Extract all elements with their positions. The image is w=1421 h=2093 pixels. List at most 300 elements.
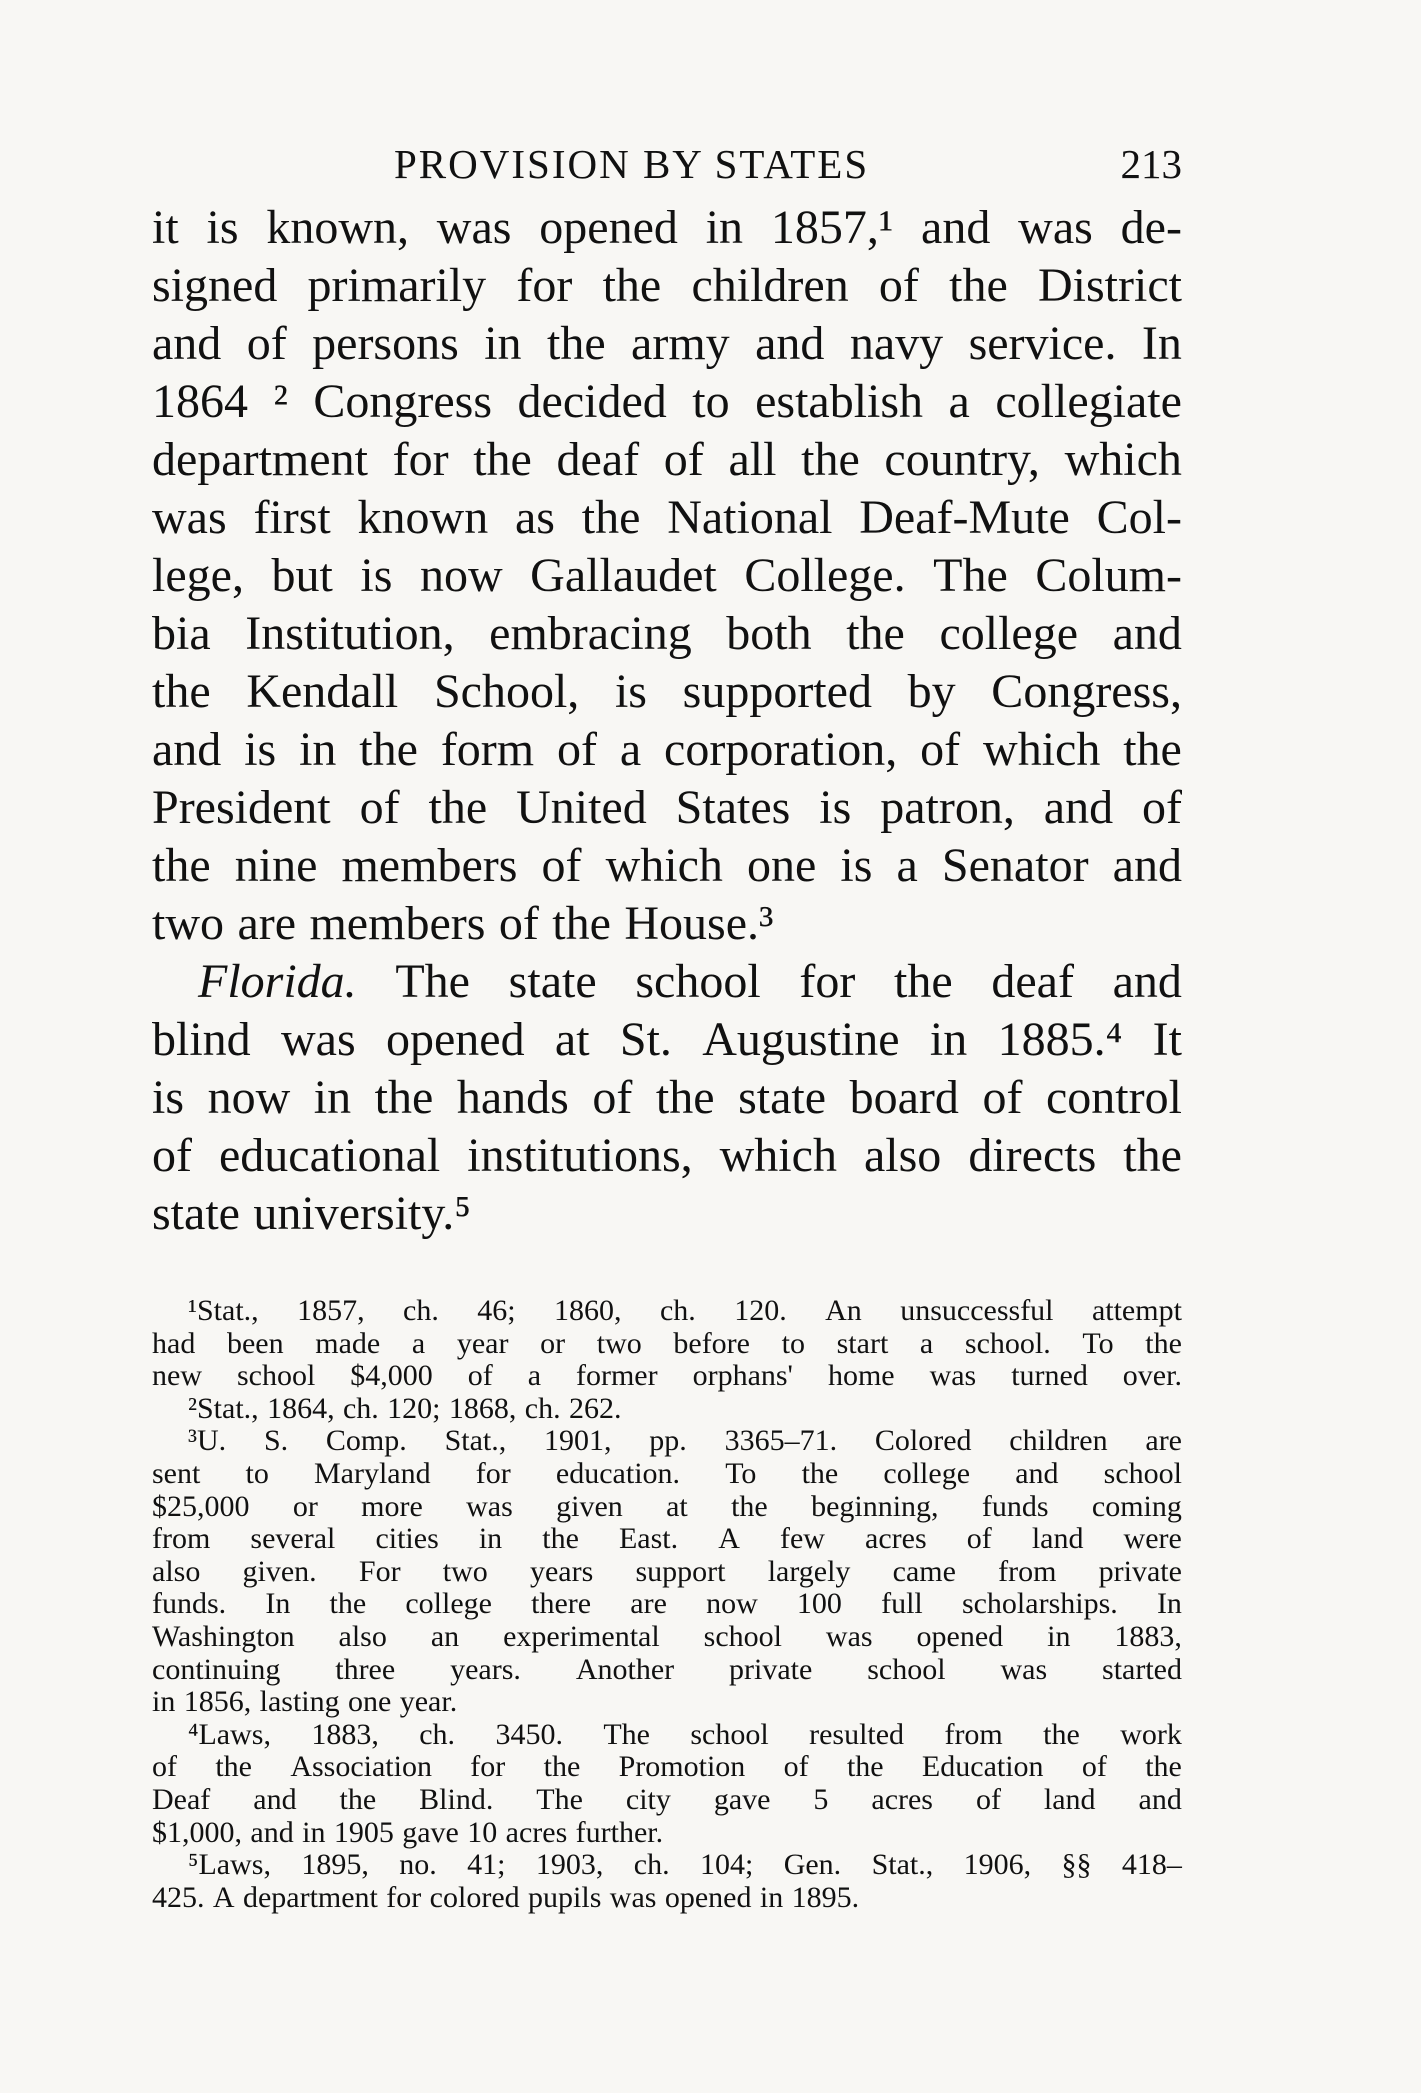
- word: Congress,: [991, 665, 1182, 718]
- word: 1857,¹: [770, 201, 894, 254]
- word: of: [359, 781, 400, 834]
- word: year.: [399, 1685, 458, 1719]
- word: In: [1156, 1587, 1182, 1621]
- word: funds: [981, 1489, 1049, 1523]
- word: board: [849, 1071, 959, 1124]
- word: known,: [266, 201, 409, 254]
- word: In: [1141, 317, 1182, 370]
- footnote-line: [152, 1393, 1182, 1426]
- word: An: [825, 1294, 862, 1327]
- footnote-line: [152, 1523, 1182, 1556]
- word: College.: [744, 549, 906, 602]
- word: 104;: [699, 1848, 754, 1882]
- word: the: [546, 317, 606, 370]
- word: form: [440, 723, 535, 776]
- word: Gallaudet: [530, 549, 717, 602]
- word: a: [919, 1326, 934, 1360]
- word: was: [609, 1880, 657, 1914]
- text-line: [152, 1011, 1182, 1069]
- text-line: [152, 663, 1182, 721]
- word: of: [783, 1750, 809, 1784]
- word: lege,: [152, 549, 244, 602]
- footnote-line: [152, 1588, 1182, 1621]
- text-line: [152, 1185, 1182, 1243]
- word: collegiate: [995, 375, 1182, 428]
- word: is: [206, 201, 239, 254]
- word: land: [1031, 1522, 1084, 1556]
- word: is: [614, 665, 647, 718]
- word: before: [673, 1326, 750, 1360]
- word: full: [881, 1587, 923, 1621]
- word: several: [250, 1522, 336, 1556]
- word: an: [430, 1619, 460, 1653]
- word: Blind.: [419, 1782, 494, 1816]
- text-line: [152, 605, 1182, 663]
- word: two: [442, 1554, 488, 1588]
- word: the: [846, 1750, 884, 1784]
- word: in: [705, 201, 744, 254]
- word: which: [605, 839, 723, 892]
- word: in: [759, 1880, 784, 1914]
- word: House.³: [624, 897, 774, 950]
- text-line: [152, 257, 1182, 315]
- word: District: [1037, 259, 1182, 312]
- word: institutions,: [467, 1129, 693, 1182]
- word: was: [281, 1013, 356, 1066]
- word: 1895.: [791, 1880, 860, 1914]
- word: was: [436, 201, 512, 254]
- word: one: [747, 839, 817, 892]
- word: beginning,: [811, 1489, 939, 1523]
- word: resulted: [809, 1717, 905, 1751]
- word: Education: [921, 1750, 1044, 1784]
- word: supported: [682, 665, 872, 718]
- word: in: [313, 1071, 352, 1124]
- word: from: [998, 1554, 1057, 1588]
- text-line: [152, 547, 1182, 605]
- word: the: [1145, 1750, 1182, 1784]
- footnote-line: [152, 1328, 1182, 1361]
- word: home: [827, 1359, 895, 1393]
- word: ch.: [342, 1391, 379, 1425]
- word: ch.: [403, 1294, 439, 1327]
- word: or: [540, 1326, 566, 1360]
- word: are: [237, 897, 297, 950]
- word: 1864,: [267, 1391, 335, 1425]
- word: for: [475, 1456, 511, 1490]
- word: ⁵Laws,: [188, 1848, 271, 1882]
- footnote-line: [152, 1360, 1182, 1393]
- word: two: [596, 1326, 642, 1360]
- word: opened: [916, 1619, 1004, 1653]
- word: of: [982, 1071, 1023, 1124]
- word: §§: [1061, 1848, 1092, 1882]
- word: state: [152, 1187, 240, 1240]
- word: Institution,: [245, 607, 455, 660]
- word: 1903,: [535, 1848, 604, 1882]
- word: 262.: [569, 1391, 622, 1425]
- word: members: [341, 839, 518, 892]
- word: S.: [263, 1424, 289, 1458]
- word: the: [329, 1587, 367, 1621]
- text-line: [152, 895, 1182, 953]
- word: gave: [402, 1815, 459, 1849]
- word: deaf: [991, 955, 1074, 1008]
- word: year: [456, 1326, 509, 1360]
- word: college: [883, 1456, 971, 1490]
- word: National: [667, 491, 833, 544]
- word: department: [152, 433, 368, 486]
- word: was: [1018, 201, 1093, 254]
- word: school: [690, 1717, 769, 1751]
- word: A: [212, 1880, 235, 1914]
- word: Augustine: [702, 1013, 900, 1066]
- text-line: [152, 779, 1182, 837]
- word: and: [1043, 781, 1114, 834]
- word: service.: [968, 317, 1117, 370]
- word: experimental: [503, 1619, 660, 1653]
- word: Stat.,: [871, 1848, 934, 1882]
- word: 41;: [467, 1848, 506, 1882]
- word: was: [1000, 1652, 1048, 1686]
- word: the: [543, 1750, 581, 1784]
- word: 1883,: [311, 1717, 379, 1751]
- word: the: [473, 433, 532, 486]
- word: in: [478, 1522, 503, 1556]
- word: East.: [618, 1522, 679, 1556]
- word: in: [299, 723, 337, 776]
- word: university.⁵: [253, 1187, 471, 1240]
- word: which: [983, 723, 1101, 776]
- word: the: [374, 1071, 434, 1124]
- word: Maryland: [313, 1456, 431, 1490]
- word: orphans': [692, 1359, 793, 1393]
- word: are: [1145, 1424, 1182, 1458]
- word: also: [338, 1619, 387, 1653]
- word: had: [152, 1326, 196, 1360]
- word: a: [411, 1326, 426, 1360]
- word: of: [920, 723, 961, 776]
- word: The: [395, 955, 470, 1008]
- word: opened: [664, 1880, 752, 1914]
- word: for: [516, 259, 573, 312]
- word: the: [1145, 1326, 1182, 1360]
- word: which: [719, 1129, 837, 1182]
- word: children: [1009, 1424, 1108, 1458]
- word: country,: [884, 433, 1040, 486]
- word: Col-: [1096, 491, 1182, 544]
- word: known: [357, 491, 489, 544]
- word: 1895,: [301, 1848, 369, 1882]
- word: as: [515, 491, 555, 544]
- word: scholarships.: [961, 1587, 1118, 1621]
- word: of: [246, 317, 287, 370]
- word: 10: [467, 1815, 498, 1849]
- word: both: [726, 607, 812, 660]
- word: of: [975, 1782, 1001, 1816]
- word: to: [692, 375, 730, 428]
- word: the: [552, 897, 611, 950]
- word: 1906,: [963, 1848, 1032, 1882]
- word: in: [152, 1685, 176, 1719]
- word: are: [630, 1587, 667, 1621]
- word: de-: [1120, 201, 1182, 254]
- word: the: [359, 723, 418, 776]
- word: It: [1152, 1013, 1182, 1066]
- word: opened: [385, 1013, 525, 1066]
- word: To: [1082, 1326, 1114, 1360]
- word: gave: [713, 1782, 771, 1816]
- word: Association: [290, 1750, 432, 1784]
- word: the: [1123, 723, 1182, 776]
- word: two: [152, 897, 224, 950]
- word: in: [1047, 1619, 1071, 1653]
- word: school.: [964, 1326, 1051, 1360]
- word: college: [405, 1587, 492, 1621]
- word: to: [781, 1326, 805, 1360]
- running-header: [152, 140, 1182, 200]
- word: and: [921, 201, 991, 254]
- word: Colum-: [1035, 549, 1182, 602]
- footnote-line: [152, 1491, 1182, 1524]
- text-line: [152, 489, 1182, 547]
- word: ch.: [633, 1848, 670, 1882]
- word: 1905: [333, 1815, 394, 1849]
- word: pupils: [528, 1880, 602, 1914]
- word: colored: [429, 1880, 520, 1914]
- word: 1883,: [1114, 1619, 1182, 1653]
- text-line: [152, 1127, 1182, 1185]
- word: members: [309, 897, 486, 950]
- word: Congress: [313, 375, 493, 428]
- word: the: [846, 607, 905, 660]
- word: and: [1015, 1456, 1059, 1490]
- word: the: [801, 1456, 839, 1490]
- word: in: [302, 1815, 326, 1849]
- word: there: [531, 1587, 592, 1621]
- word: To: [725, 1456, 757, 1490]
- word: made: [315, 1326, 381, 1360]
- word: from: [152, 1522, 211, 1556]
- text-line: [152, 721, 1182, 779]
- word: In: [265, 1587, 291, 1621]
- word: the: [655, 1071, 715, 1124]
- word: $4,000: [350, 1359, 433, 1393]
- word: no.: [399, 1848, 437, 1882]
- word: ²Stat.,: [188, 1391, 259, 1425]
- word: Another: [575, 1652, 675, 1686]
- word: were: [1123, 1522, 1182, 1556]
- word: over.: [1122, 1359, 1182, 1393]
- word: for: [392, 433, 449, 486]
- text-line: [152, 373, 1182, 431]
- footnote-line: [152, 1719, 1182, 1752]
- word: control: [1046, 1071, 1182, 1124]
- word: and: [152, 723, 222, 776]
- word: decided: [517, 375, 667, 428]
- word: of: [1081, 1750, 1107, 1784]
- word: the: [894, 955, 953, 1008]
- word: came: [892, 1554, 956, 1588]
- word: three: [335, 1652, 396, 1686]
- word: of: [966, 1522, 992, 1556]
- word: 46;: [477, 1294, 516, 1327]
- word: 1860,: [554, 1294, 622, 1327]
- footnote-line: [152, 1556, 1182, 1589]
- word: cities: [375, 1522, 439, 1556]
- word: education.: [555, 1456, 681, 1490]
- word: and: [755, 317, 825, 370]
- word: was: [929, 1359, 977, 1393]
- word: For: [358, 1554, 401, 1588]
- word: land: [1043, 1782, 1096, 1816]
- word: ch.: [419, 1717, 456, 1751]
- word: school: [635, 955, 761, 1008]
- word: but: [271, 549, 333, 602]
- word: the: [731, 1489, 768, 1523]
- word: Stat.,: [444, 1424, 507, 1458]
- word: now: [207, 1071, 291, 1124]
- word: now: [706, 1587, 758, 1621]
- word: Deaf: [152, 1782, 211, 1816]
- word: 100: [796, 1587, 842, 1621]
- word: 120;: [387, 1391, 441, 1425]
- word: the: [1123, 1129, 1182, 1182]
- word: school: [867, 1652, 946, 1686]
- word: college: [939, 607, 1079, 660]
- footnote-line: [152, 1849, 1182, 1882]
- text-line: [152, 431, 1182, 489]
- word: city: [625, 1782, 671, 1816]
- word: the: [1043, 1717, 1080, 1751]
- word: state: [508, 955, 597, 1008]
- word: the: [602, 259, 662, 312]
- word: and: [152, 317, 222, 370]
- word: 3450.: [495, 1717, 563, 1751]
- word: primarily: [307, 259, 487, 312]
- word: continuing: [152, 1652, 281, 1686]
- word: signed: [152, 259, 278, 312]
- word: also: [863, 1129, 942, 1182]
- word: of: [663, 433, 704, 486]
- word: blind: [152, 1013, 251, 1066]
- word: it: [152, 201, 179, 254]
- word: Comp.: [325, 1424, 407, 1458]
- word: or: [292, 1489, 318, 1523]
- word: at: [666, 1489, 688, 1523]
- word: private: [1098, 1554, 1182, 1588]
- word: school: [1103, 1456, 1182, 1490]
- word: was: [152, 491, 227, 544]
- footnote-line: [152, 1458, 1182, 1491]
- word: start: [836, 1326, 889, 1360]
- word: one: [348, 1685, 392, 1719]
- word: ²: [273, 375, 288, 428]
- word: was: [466, 1489, 513, 1523]
- word: and: [1112, 607, 1182, 660]
- word: attempt: [1091, 1294, 1182, 1327]
- word: 1901,: [544, 1424, 612, 1458]
- text-line: [152, 953, 1182, 1011]
- footnote-line: [152, 1621, 1182, 1654]
- word: is: [152, 1071, 185, 1124]
- footnote-line: [152, 1751, 1182, 1784]
- text-line: [152, 837, 1182, 895]
- word: acres: [505, 1815, 568, 1849]
- word: ch.: [659, 1294, 696, 1327]
- text-line: [152, 315, 1182, 373]
- word: Senator: [941, 839, 1089, 892]
- word: is: [819, 781, 852, 834]
- word: a: [527, 1359, 542, 1393]
- word: first: [253, 491, 331, 544]
- word: largely: [767, 1554, 851, 1588]
- word: 1856,: [183, 1685, 252, 1719]
- word: by: [907, 665, 956, 718]
- word: corporation,: [664, 723, 898, 776]
- word: for: [799, 955, 856, 1008]
- word: acres: [865, 1522, 927, 1556]
- word: and: [1112, 955, 1182, 1008]
- word: support: [635, 1554, 726, 1588]
- word: was: [825, 1619, 873, 1653]
- word: States: [675, 781, 791, 834]
- word: and: [253, 1782, 297, 1816]
- word: years.: [450, 1652, 521, 1686]
- word: of: [878, 259, 919, 312]
- word: ¹Stat.,: [188, 1294, 259, 1327]
- word: of: [1142, 781, 1182, 834]
- word: 1885.⁴: [997, 1013, 1123, 1066]
- word: given.: [242, 1554, 317, 1588]
- word: The: [933, 549, 1008, 602]
- word: the: [152, 839, 211, 892]
- word: a: [896, 839, 918, 892]
- word: the: [801, 433, 860, 486]
- footnote-line: [152, 1425, 1182, 1458]
- word: funds.: [152, 1587, 227, 1621]
- word: the: [428, 781, 488, 834]
- word: the: [339, 1782, 377, 1816]
- word: Colored: [874, 1424, 972, 1458]
- word: 3365–71.: [724, 1424, 838, 1458]
- word: 5: [813, 1782, 829, 1816]
- text-line: [152, 1069, 1182, 1127]
- word: of: [152, 1750, 177, 1784]
- word: in: [484, 317, 522, 370]
- word: which: [1064, 433, 1182, 486]
- word: department: [242, 1880, 378, 1914]
- word: ⁴Laws,: [188, 1717, 271, 1751]
- word: of: [152, 1129, 192, 1182]
- word: The: [603, 1717, 650, 1751]
- word: The: [536, 1782, 583, 1816]
- word: of: [498, 897, 539, 950]
- text-line: [152, 199, 1182, 257]
- word: a: [948, 375, 970, 428]
- word: and: [1138, 1782, 1182, 1816]
- word: ³U.: [188, 1424, 227, 1458]
- word: Promotion: [618, 1750, 746, 1784]
- word: ch.: [524, 1391, 561, 1425]
- word: given: [556, 1489, 623, 1523]
- word: St.: [619, 1013, 672, 1066]
- word: for: [470, 1750, 506, 1784]
- word: is: [244, 723, 277, 776]
- word: at: [554, 1013, 590, 1066]
- word: Washington: [152, 1619, 295, 1653]
- word: educational: [219, 1129, 441, 1182]
